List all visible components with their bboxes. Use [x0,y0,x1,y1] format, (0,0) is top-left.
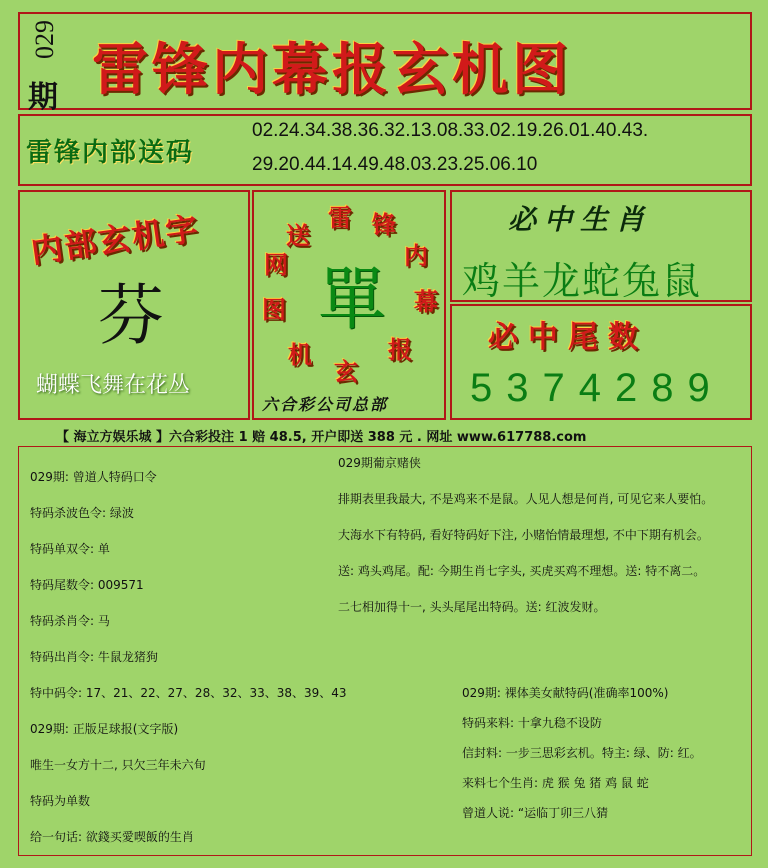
content-right-line: 大海水下有特码, 看好特码好下注, 小赌怡情最理想, 不中下期有机会。 [338,528,709,542]
mystery-char-heading: 内部玄机字 [28,209,203,271]
ring-char: 送 [286,221,314,250]
content-right-line: 二七相加得十一, 头头尾尾出特码。送: 红波发财。 [338,600,606,614]
ring-char: 报 [388,335,416,364]
content-right-line: 送: 鸡头鸡尾。配: 今期生肖七字头, 买虎买鸡不理想。送: 特不离二。 [338,564,706,578]
ring-char: 雷 [328,203,356,232]
zodiac-text: 鸡羊龙蛇兔鼠 [462,259,703,303]
ring-char: 网 [264,250,292,279]
promo-banner: 【 海立方娱乐城 】六合彩投注 1 赔 48.5, 开户即送 388 元 . 网址 www.617788.com [56,430,587,445]
content-left-line: 029期: 曾道人特码口令 [30,470,157,484]
content-left-line: 特码为单数 [30,794,91,808]
content-right-line: 特码来料: 十拿九稳不设防 [462,716,602,730]
content-left-line: 特码出肖令: 牛鼠龙猪狗 [30,650,158,664]
issue-number: 029 [30,20,59,59]
content-right-line: 信封料: 一步三思彩玄机。特主: 绿、防: 红。 [462,746,702,760]
content-right-line: 029期葡京赌侠 [338,456,421,470]
zodiac-heading: 必中生肖 [508,203,653,236]
ring-char: 锋 [372,210,400,239]
ring-char: 内 [404,241,432,270]
content-left-line: 特码杀波色令: 绿波 [30,506,134,520]
ring-char: 幕 [414,287,442,316]
content-right-line: 曾道人说: “运临丁卯三八猜 [462,806,609,820]
mystery-character: 芬 [98,277,164,354]
content-left-line: 特中码令: 17、21、22、27、28、32、33、38、39、43 [30,686,347,700]
ring-char: 机 [288,340,316,369]
content-left-line: 特码尾数令: 009571 [30,578,144,592]
issue-unit: 期 [28,80,58,115]
tail-heading: 必中尾数 [488,320,648,355]
tail-digits: 5374289 [470,366,724,410]
ring-char: 玄 [334,357,362,386]
center-footer: 六合彩公司总部 [262,395,389,414]
content-left-line: 029期: 正版足球报(文字版) [30,722,179,736]
internal-send-numbers-2: 29.20.44.14.49.48.03.23.25.06.10 [252,154,538,175]
content-right-line: 来料七个生肖: 虎 猴 兔 猪 鸡 鼠 蛇 [462,776,649,790]
internal-send-label: 雷锋内部送码 [26,138,195,168]
content-left-line: 特码杀肖令: 马 [30,614,110,628]
content-right-line: 029期: 裸体美女献特码(准确率100%) [462,686,669,700]
center-character: 單 [318,261,387,340]
internal-send-numbers-1: 02.24.34.38.36.32.13.08.33.02.19.26.01.40.43. [252,120,649,141]
content-left-line: 特码单双令: 单 [30,542,110,556]
content-right-line: 排期表里我最大, 不是鸡来不是鼠。人见人想是何肖, 可见它来人要怕。 [338,492,714,506]
ring-char: 图 [262,295,290,324]
content-left-line: 给一句话: 欲錢买愛喫飯的生肖 [30,830,194,844]
content-left-line: 唯生一女方十二, 只欠三年未六旬 [30,758,206,772]
mystery-phrase: 蝴蝶飞舞在花丛 [36,373,191,398]
page-title: 雷锋内幕报玄机图 [92,37,572,103]
